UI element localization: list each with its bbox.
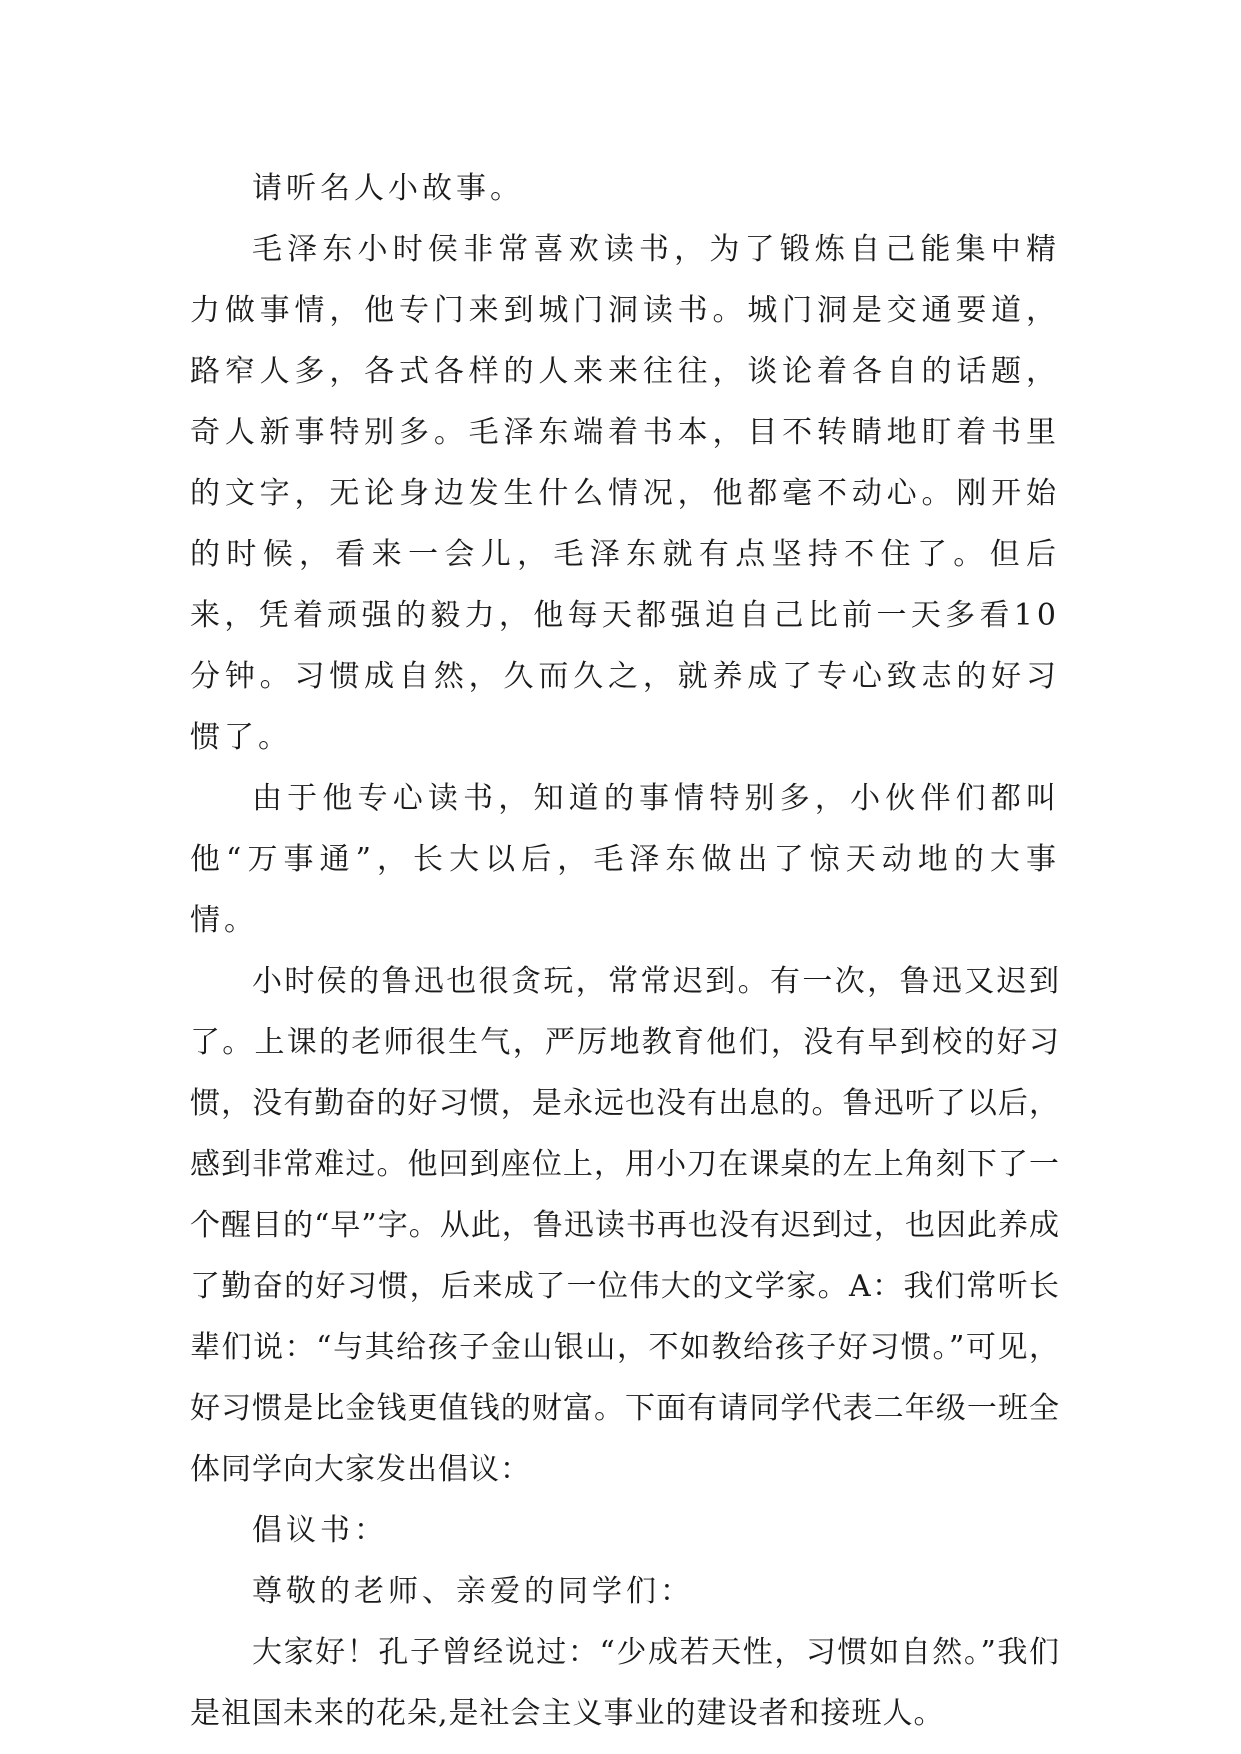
paragraph-luxun-story: 小时侯的鲁迅也很贪玩，常常迟到。有一次，鲁迅又迟到了。上课的老师很生气，严厉地教育他们，没有早到校的好习惯，没有勤奋的好习惯，是永远也没有出息的。鲁迅听了以后，感到非常难过。他回到座位上，用小刀在课桌的左上角刻下了一个醒目的“早”字。从此，鲁迅读书再也没有迟到过，也因此养成了勤奋的好习惯，后来成了一位伟大的文学家。A：我们常听长辈们说：“与其给孩子金山银山，不如教给孩子好习惯。”可见，好习惯是比金钱更值钱的财富。下面有请同学代表二年级一班全体同学向大家发出倡议：	[190, 964, 1060, 1487]
paragraph-greeting: 大家好！孔子曾经说过：“少成若天性，习惯如自然。”我们是祖国未来的花朵,是社会主义事业的建设者和接班人。	[190, 1635, 1060, 1731]
paragraph-mao-result: 由于他专心读书，知道的事情特别多，小伙伴们都叫他“万事通”，长大以后，毛泽东做出了惊天动地的大事情。	[190, 781, 1060, 938]
paragraph-mao-story: 毛泽东小时侯非常喜欢读书，为了锻炼自己能集中精力做事情，他专门来到城门洞读书。城门洞是交通要道，路窄人多，各式各样的人来来往往，谈论着各自的话题，奇人新事特别多。毛泽东端着书本，目不转睛地盯着书里的文字，无论身边发生什么情况，他都毫不动心。刚开始的时候，看来一会儿，毛泽东就有点坚持不住了。但后来，凭着顽强的毅力，他每天都强迫自己比前一天多看10分钟。习惯成自然，久而久之，就养成了专心致志的好习惯了。	[190, 232, 1060, 755]
paragraph-intro: 请听名人小故事。	[252, 171, 524, 206]
document-body	[190, 158, 1060, 1744]
paragraph-salutation: 尊敬的老师、亲爱的同学们：	[252, 1574, 694, 1609]
paragraph-proposal-title: 倡议书：	[252, 1513, 388, 1548]
